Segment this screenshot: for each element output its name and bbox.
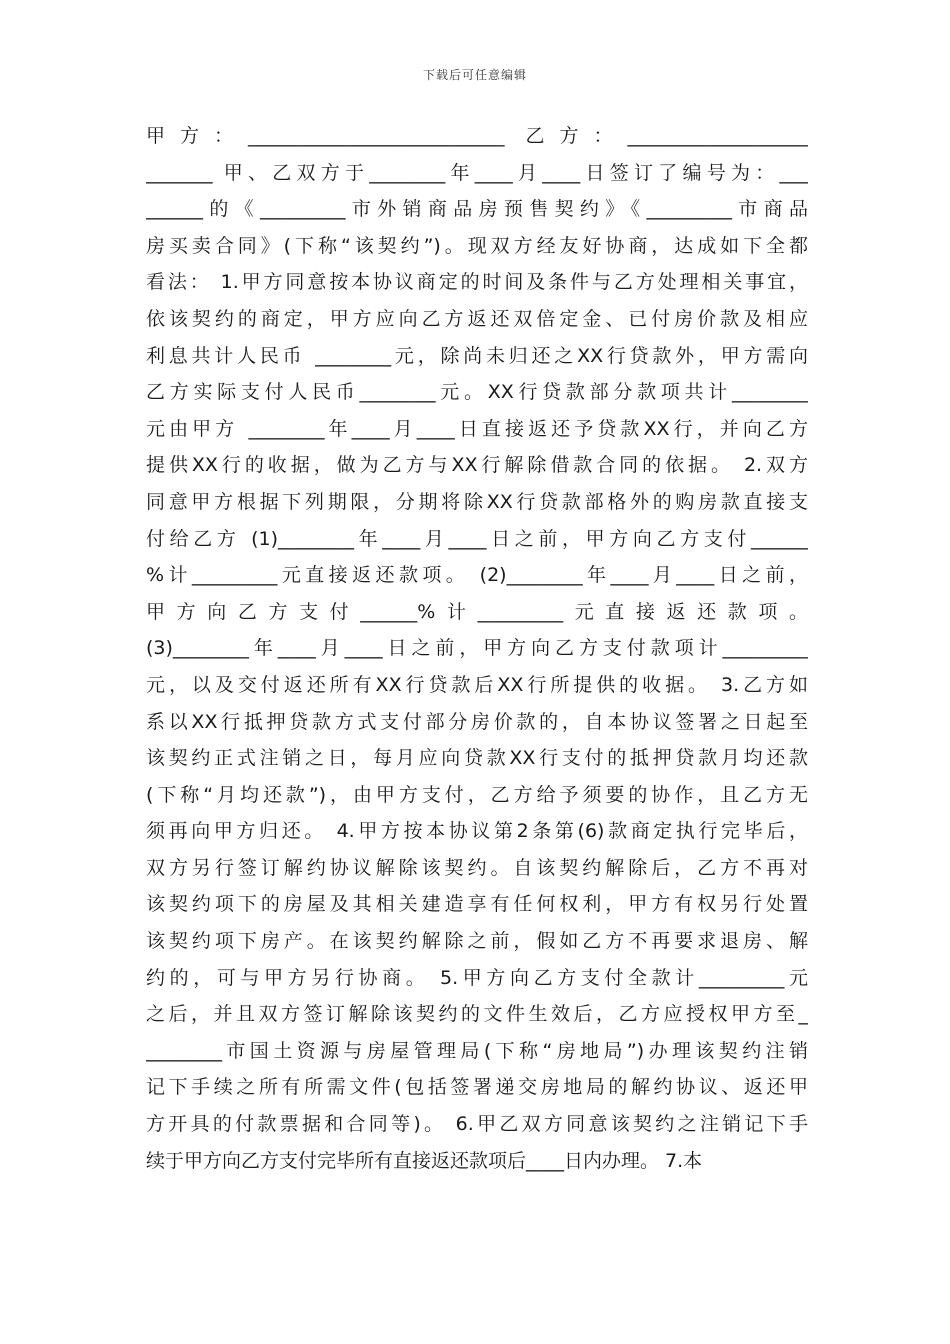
document-line: 元由甲方 ________年____月____日直接返还予贷款XX行，并向乙方: [146, 417, 808, 440]
document-body: [146, 118, 808, 1179]
document-line: 约的，可与甲方另行协商。 5.甲方向乙方支付全款计_________元: [146, 966, 808, 989]
document-line: 须再向甲方归还。 4.甲方按本协议第2条第(6)款商定执行完毕后，: [146, 820, 808, 843]
document-line: 甲方向乙方支付______%计_________元直接返还款项。: [146, 600, 808, 623]
document-line: ________市国土资源与房屋管理局(下称“房地局”)办理该契约注销: [146, 1039, 808, 1062]
document-line: 该契约项下房产。在该契约解除之前，假如乙方不再要求退房、解: [146, 930, 808, 953]
document-line: 方开具的付款票据和合同等)。 6.甲乙双方同意该契约之注销记下手: [146, 1113, 808, 1136]
document-line: 甲方：___________________________ 乙方：___________________: [146, 125, 808, 147]
document-line: (3)________年____月____日之前，甲方向乙方支付款项计_________: [146, 637, 808, 660]
document-line: 系以XX行抵押贷款方式支付部分房价款的，自本协议签署之日起至: [146, 710, 808, 733]
document-line: 该契约正式注销之日，每月应向贷款XX行支付的抵押贷款月均还款: [146, 747, 808, 770]
document-line: 双方另行签订解约协议解除该契约。自该契约解除后，乙方不再对: [146, 856, 808, 879]
document-line: 看法： 1.甲方同意按本协议商定的时间及条件与乙方处理相关事宜，: [146, 271, 808, 294]
document-line: 记下手续之所有所需文件(包括签署递交房地局的解约协议、返还甲: [146, 1076, 808, 1099]
document-line: 付给乙方 (1)________年____月____日之前，甲方向乙方支付______: [146, 527, 808, 550]
page-header: 下载后可任意编辑: [422, 68, 527, 82]
document-line: 依该契约的商定，甲方应向乙方返还双倍定金、已付房价款及相应: [146, 307, 808, 330]
document-line: 该契约项下的房屋及其相关建造享有任何权利，甲方有权另行处置: [146, 893, 808, 916]
document-line: 续于甲方向乙方支付完毕所有直接返还款项后____日内办理。 7.本: [146, 1149, 703, 1172]
document-line: %计_________元直接返还款项。 (2)________年____月____日之前，: [146, 564, 808, 587]
document-line: (下称“月均还款”)，由甲方支付，乙方给予须要的协作，且乙方无: [146, 783, 808, 806]
document-line: 乙方实际支付人民币________元。XX行贷款部分款项共计________: [146, 381, 808, 404]
document-line: 之后，并且双方签订解除该契约的文件生效后，乙方应授权甲方至_: [146, 1003, 808, 1026]
document-line: ______的《_________市外销商品房预售契约》《_________市商品: [146, 198, 808, 221]
document-line: 房买卖合同》(下称“该契约”)。现双方经友好协商，达成如下全都: [146, 234, 808, 257]
document-line: _______ 甲、乙双方于________年____月____日签订了编号为：___: [146, 161, 808, 184]
document-line: 元，以及交付返还所有XX行贷款后XX行所提供的收据。 3.乙方如: [146, 673, 808, 696]
document-line: 利息共计人民币 ________元，除尚未归还之XX行贷款外，甲方需向: [146, 344, 808, 367]
document-line: 提供XX行的收据，做为乙方与XX行解除借款合同的依据。 2.双方: [146, 454, 808, 477]
document-line: 同意甲方根据下列期限，分期将除XX行贷款部格外的购房款直接支: [146, 490, 808, 513]
